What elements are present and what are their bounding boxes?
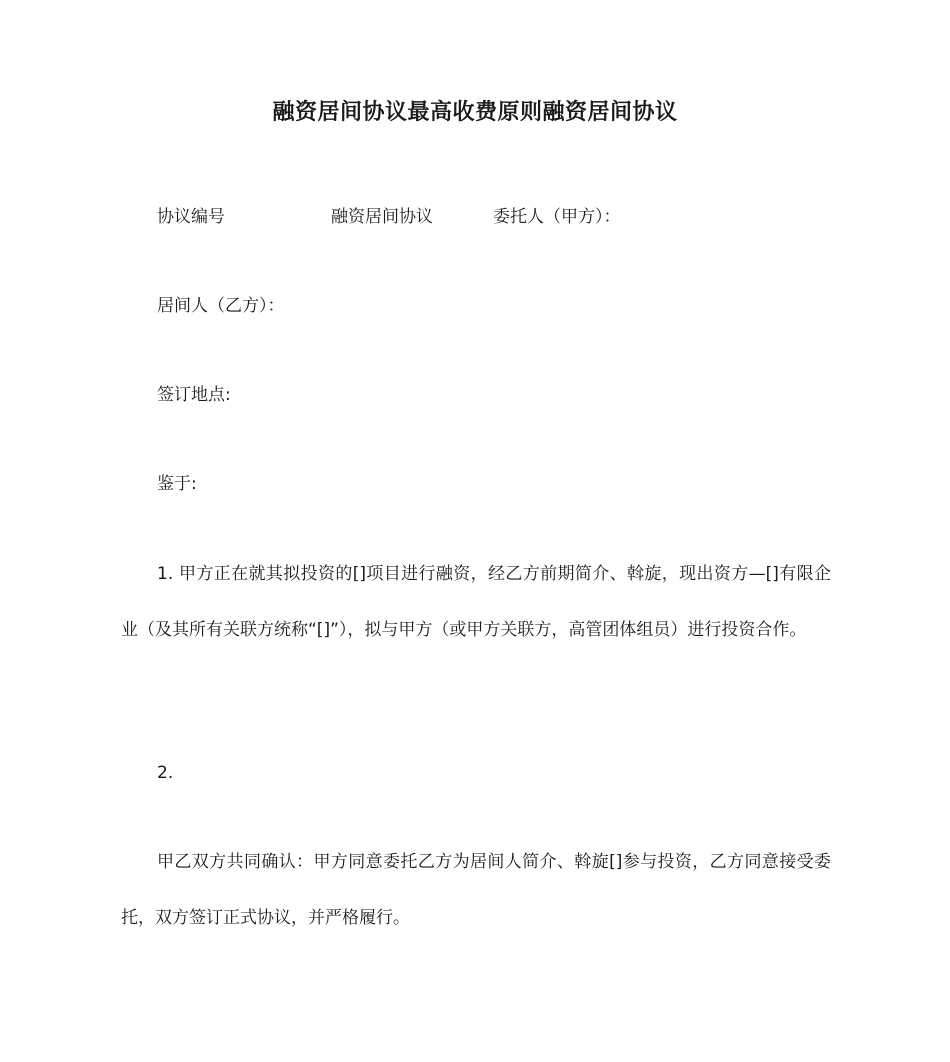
- clause-2-paragraph: 甲乙双方共同确认：甲方同意委托乙方为居间人简介、斡旋[]参与投资，乙方同意接受委托，双方签订正式协议，并严格履行。: [121, 852, 831, 928]
- clause-1-paragraph: 1. 甲方正在就其拟投资的[]项目进行融资，经乙方前期简介、斡旋，现出资方—[]有限企业（及其所有关联方统称“[]”），拟与甲方（或甲方关联方，高管团体组员）进行投资合作。: [121, 564, 831, 640]
- intermediary-label: 居间人（乙方）：: [157, 296, 285, 316]
- whereas-label: 鉴于:: [157, 474, 197, 494]
- agreement-name: 融资居间协议: [331, 207, 433, 227]
- signing-place-label: 签订地点:: [157, 385, 231, 405]
- agreement-no-label: 协议编号: [157, 207, 225, 227]
- clause-2-number: 2.: [157, 763, 174, 783]
- document-title: 融资居间协议最高收费原则融资居间协议: [272, 100, 678, 125]
- principal-label: 委托人（甲方）：: [493, 207, 621, 227]
